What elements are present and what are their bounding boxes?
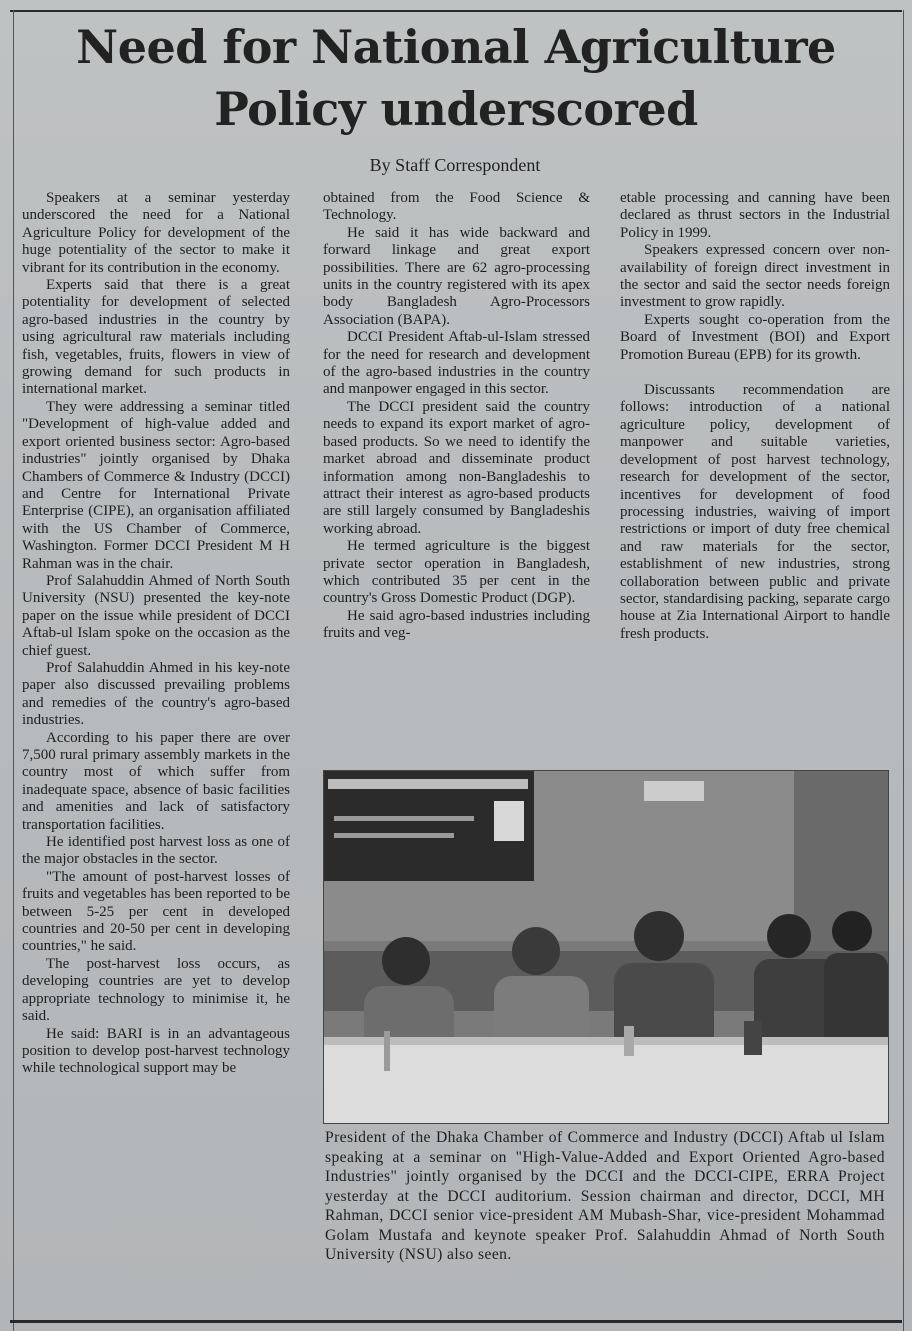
paragraph: "The amount of post-harvest losses of fruits and vegetables has been reported to be between 5-25 per cent in developed countries and 20-50 per cent in developing countries," he said. [22,868,290,955]
paragraph: Experts said that there is a great potentiality for development of selected agro-based industries in the country by using agricultural raw materials including fish, vegetables, fruits, flowers in view of growing demand for such products in international market. [22,277,290,398]
left-rule [13,10,14,1331]
paragraph: etable processing and canning have been declared as thrust sectors in the Industrial Policy in 1999. [620,190,890,241]
paragraph: Speakers expressed concern over non-availability of foreign direct investment in the sector and said the sector needs foreign investment to grow rapidly. [620,242,890,311]
article-column-1 [22,190,290,1078]
paragraph: Prof Salahuddin Ahmed of North South University (NSU) presented the key-note paper on the issue while president of DCCI Aftab-ul Islam spoke on the occasion as the chief guest. [22,572,290,659]
paragraph: He said: BARI is in an advantageous position to develop post-harvest technology while technological support may be [22,1025,290,1077]
paragraph: Discussants recommendation are follows: introduction of a national agriculture policy, development of manpower and suitable varieties, development of post harvest technology, research for development of the sector, incentives for development of food processing industries, waiving of import restrictions or import of duty free chemical and raw materials for the sector, establishment of new industries, strong collaboration between public and private sector, standardising packing, separate cargo house at Zia International Airport to handle fresh products. [620,382,890,642]
headline-line-2: Policy underscored [214,82,698,136]
paragraph: Experts sought co-operation from the Board of Investment (BOI) and Export Promotion Bureau (EPB) for its growth. [620,311,890,363]
paragraph: Prof Salahuddin Ahmed in his key-note paper also discussed prevailing problems and remedies of the country's agro-based industries. [22,659,290,729]
paragraph: The post-harvest loss occurs, as developing countries are yet to develop appropriate technology to minimise it, he said. [22,955,290,1025]
headline-line-1: Need for National Agriculture [76,20,836,74]
headline [16,16,896,140]
paragraph: He identified post harvest loss as one of the major obstacles in the sector. [22,834,290,868]
byline: By Staff Correspondent [369,155,541,175]
paragraph: Speakers at a seminar yesterday underscored the need for a National Agriculture Policy for development of the huge potentiality of the sector to make it vibrant for its contribution in the economy. [22,190,290,276]
paragraph: They were addressing a seminar titled "Development of high-value added and export oriented business sector: Agro-based industries" jointly organised by Dhaka Chambers of Commerce & Industry (DCCI) and Centre for International Private Enterprise (CIPE), an organisation affiliated with the US Chamber of Commerce, Washington. Former DCCI President M H Rahman was in the chair. [22,398,290,572]
top-rule [10,10,902,12]
article-column-3 [620,190,890,643]
paragraph: He said it has wide backward and forward linkage and great export possibilities. There are 62 agro-processing units in the country registered with its apex body Bangladesh Agro-Processors Association (BAPA). [323,224,590,328]
paragraph: According to his paper there are over 7,500 rural primary assembly markets in the country most of which suffer from inadequate space, absence of basic facilities and amenities and lack of satisfactory transportation facilities. [22,729,290,833]
seminar-photo [323,770,889,1124]
paragraph: He termed agriculture is the biggest private sector operation in Bangladesh, which contributed 35 per cent in the country's Gross Domestic Product (DGP). [323,538,590,607]
bottom-rule [10,1320,902,1323]
paragraph: He said agro-based industries including fruits and veg- [323,607,590,642]
paragraph: obtained from the Food Science & Technology. [323,190,590,224]
photo-caption: President of the Dhaka Chamber of Commerce and Industry (DCCI) Aftab ul Islam speaking at a seminar on "High-Value-Added and Export Oriented Agro-based Industries" jointly organised by the DCCI and the DCCI-CIPE, ERRA Project yesterday at the DCCI auditorium. Session chairman and director, DCCI, MH Rahman, DCCI senior vice-president AM Mubash-Shar, vice-president Mohammad Golam Mustafa and keynote speaker Prof. Salahuddin Ahmad of North South University (NSU) also seen. [325,1129,885,1263]
article-column-2 [323,190,590,643]
paragraph: DCCI President Aftab-ul-Islam stressed for the need for research and development of the agro-based industries in the country and manpower engaged in this sector. [323,329,590,398]
paragraph: The DCCI president said the country needs to expand its export market of agro-based products. So we need to identify the market abroad and disseminate product information among non-Bangladeshis to attract their interest as agro-based products are still largely consumed by Bangladeshis working abroad. [323,398,590,537]
right-rule [903,10,904,1331]
